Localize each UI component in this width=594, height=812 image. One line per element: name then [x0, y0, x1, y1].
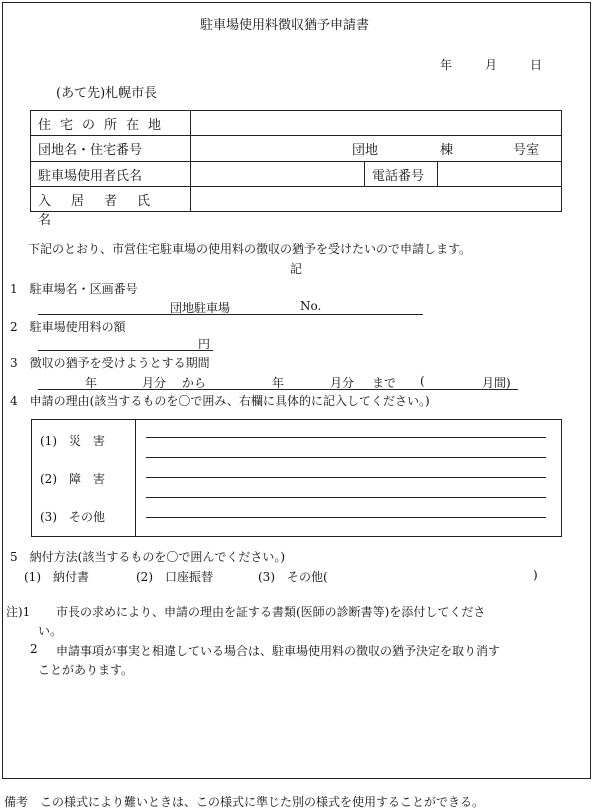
note1-line1: 市長の求めにより、申請の理由を証する書類(医師の診断書等)を添付してくださ	[56, 605, 486, 619]
item2-label: 2 駐車場使用料の額	[10, 320, 126, 334]
complex-label: 団地名・住宅番号	[38, 143, 143, 158]
item1-no: No.	[300, 299, 322, 313]
note2-prefix: 2	[30, 642, 38, 656]
reason-disaster: (1) 災 害	[40, 434, 105, 448]
item3-open-paren: (	[420, 374, 425, 388]
date-month-label: 月	[485, 58, 498, 72]
note2-line2: ことがあります。	[38, 663, 134, 677]
item5-label: 5 納付方法(該当するものを〇で囲んでください。)	[10, 550, 286, 564]
user-name-label: 駐車場使用者氏名	[38, 169, 143, 184]
phone-label: 電話番号	[372, 169, 425, 184]
item3-from: から	[182, 376, 207, 390]
other-payment-close: )	[533, 568, 538, 582]
item1-lot: 団地駐車場	[170, 301, 231, 315]
resident-name-label: 入居者氏名	[38, 194, 171, 228]
addressee: (あて先)札幌市長	[56, 86, 158, 101]
residence-label: 住宅の所在地	[38, 118, 171, 133]
reason-other: (3) その他	[40, 510, 105, 524]
complex-unit-goshitsu: 号室	[513, 143, 540, 158]
note1-prefix: 注)1	[6, 605, 31, 619]
item3-months: 月間)	[482, 376, 511, 390]
intro-text: 下記のとおり、市営住宅駐車場の使用料の徴収の猶予を受けたいので申請します。	[28, 242, 472, 256]
item3-year1: 年	[85, 376, 98, 390]
item2-unit: 円	[198, 337, 211, 351]
other-payment-option: (3) その他(	[258, 570, 328, 584]
complex-unit-tou: 棟	[440, 143, 454, 158]
payment-slip-option: (1) 納付書	[24, 570, 89, 584]
note1-line2: い。	[38, 624, 63, 638]
footer-remark: 備考 この様式により難いときは、この様式に準じた別の様式を使用することができる。	[4, 795, 485, 809]
form-title: 駐車場使用料徴収猶予申請書	[200, 18, 370, 33]
item3-month2: 月分	[330, 376, 355, 390]
bank-transfer-option: (2) 口座振替	[136, 570, 213, 584]
item3-to: まで	[372, 376, 397, 390]
complex-unit-danchi: 団地	[352, 143, 379, 158]
note2-line1: 申請事項が事実と相違している場合は、駐車場使用料の徴収の猶予決定を取り消す	[56, 644, 501, 658]
ki-label: 記	[290, 262, 303, 276]
date-day-label: 日	[530, 58, 543, 72]
item3-year2: 年	[272, 376, 285, 390]
date-year-label: 年	[440, 58, 453, 72]
item3-label: 3 徴収の猶予を受けようとする期間	[10, 356, 210, 370]
reason-disability: (2) 障 害	[40, 472, 105, 486]
item3-month1: 月分	[142, 376, 167, 390]
item4-label: 4 申請の理由(該当するものを〇で囲み、右欄に具体的に記入してください。)	[10, 394, 430, 408]
item1-label: 1 駐車場名・区画番号	[10, 282, 138, 296]
